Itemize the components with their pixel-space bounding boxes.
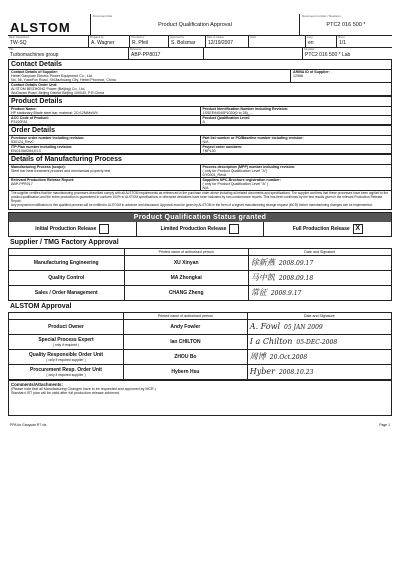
product-section: Product Details Product Name: HP stationary Blade steel bar, material: 2Cr12NiMoWV Product Identification Number including Revision: 1SSEE94040P1020(0 to 28)_... ACC Code of Product: P3100FA1 Product Qualification Level: A bbox=[8, 96, 392, 125]
supplier-line-1: Hebei Gaoyuan Electric Power Equipment Co., Ltd. bbox=[11, 74, 93, 78]
alstom-logo: ALSTOM bbox=[10, 20, 71, 35]
template-ref: PTC2 016 500 * Lab bbox=[305, 52, 351, 58]
supplier-approval-title: Supplier / TMG Factory Approval bbox=[10, 238, 119, 246]
document-page bbox=[8, 0, 392, 427]
document-header bbox=[8, 14, 392, 36]
reference: ABP-PP8017 bbox=[131, 52, 161, 58]
itp-number: ENG10A5284,EL3 bbox=[11, 149, 41, 153]
sheet: 1/1 bbox=[339, 40, 346, 46]
contact-title: Contact Details bbox=[9, 60, 391, 70]
table-row: Manufacturing Engineering XU Xinyan 徐新燕 2008.09.17 bbox=[9, 255, 392, 270]
ariba-value: 12986 bbox=[293, 74, 303, 78]
checked-by: R. Pfeil bbox=[132, 40, 149, 46]
po-number: 530124_RevC bbox=[11, 140, 34, 144]
product-title: Product Details bbox=[9, 96, 391, 107]
signature-field[interactable]: Hyber 2008.10.23 bbox=[247, 364, 391, 379]
part-list-number: N/A bbox=[202, 140, 209, 144]
manufacturing-section: Details of Manufacturing Process Manufacturing Process (scope): Steel bar heat treatment process and mechanical property test Process description (MPP) number including revision: ( only for Product Qualification Level "A") DY0001_RevA Relevant Production Release Report: ABP-PPR017 Suppliers NPC-Brochure registration number: ( only for Product Qualification Level "A" ) N/A The supplier certifies that the manufacturing processes described comply with all ALSTOM requirements as referenced in the purchase order above including all related documents and specifications. The supplier confirms that these processes have been applied to the product qualification and the entire production is guaranteed to conform 100% to ALSTOM specifications or otherwise deviations have been indicated by non-conformance reports. This has been confirmed by the test results given in the relevant Production Release Report. Any proposed modification to this qualified process will be notified to ALSTOM in advance and discussed. Approval must be given by ALSTOM in the form of a signed manufacturing change request (MCR) before manufacturing changes can be implemented. bbox=[8, 154, 392, 210]
project-number: TNPL30 bbox=[202, 149, 216, 153]
table-row: Procurement Resp. Order Unit ( only if required supplier ) Hybern Hsu Hyber 2008.10.23 bbox=[9, 364, 392, 379]
alstom-approval-table: Printed name of authorised person Date and Signature Product Owner Andy Fowler A. Fowl 05 JAN 2009 Special Process Expert ( only if required ) Ian CHILTON I a Chilton 05-DEC-2008 Quality Responsible Order Unit ( only if required supplier ) ZHOU Bo 周博 20.Oct.2008 Procurement Resp. Order Unit ( only if required supplier ) Hybern Hsu Hyber 2008.10.23 bbox=[8, 312, 392, 380]
status-full-checkbox[interactable]: X bbox=[353, 224, 363, 234]
signature-field[interactable]: I a Chilton 05-DEC-2008 bbox=[247, 334, 391, 349]
release-date: 12/19/2007 bbox=[208, 40, 234, 46]
prepared-by: A. Wagner bbox=[91, 40, 115, 46]
group-title: Turbomachines group bbox=[10, 52, 59, 58]
footer-page-number: Page 1 bbox=[379, 422, 390, 427]
table-row: Sales / Order Management CHANG Zheng 常征 2008.9.17 bbox=[9, 285, 392, 300]
table-row: Special Process Expert ( only if required ) Ian CHILTON I a Chilton 05-DEC-2008 bbox=[9, 334, 392, 349]
resp-dept: TW-SQ bbox=[10, 40, 27, 46]
table-row: Quality Responsible Order Unit ( only if required supplier ) ZHOU Bo 周博 20.Oct.2008 bbox=[9, 349, 392, 364]
status-initial-checkbox[interactable] bbox=[99, 224, 109, 234]
approved-by: S. Bolsmar bbox=[171, 40, 196, 46]
supplier-contact-label: Contact Details of Supplier: bbox=[11, 70, 59, 74]
doc-number: PTC2 016 500 * bbox=[326, 22, 366, 28]
comments-box[interactable] bbox=[8, 380, 392, 416]
order-unit-line-2: WuDaoan Road, Beijing District Beijing 100040, P.R.China bbox=[11, 91, 104, 95]
status-initial-release[interactable]: Initial Production Release bbox=[9, 222, 137, 236]
comments-line-2: Standard IST plan will be valid after full production release achieved. bbox=[11, 390, 121, 395]
meta-row-1: Resp. Department TW-SQ Prepared by A. Wagner Checked by R. Pfeil Approved by S. Bolsmar Date of release 12/19/2007 Class Lang. en Sheet 1/1 bbox=[8, 36, 392, 48]
comments-line-1: (Please note that all Manufacturing Changes have to be requested and approved by MCR.) bbox=[11, 386, 156, 391]
alstom-approval-section bbox=[8, 301, 392, 380]
mpp-number: DY0001_RevA bbox=[202, 173, 227, 177]
process-scope: Steel bar heat treatment process and mechanical property test bbox=[11, 169, 111, 173]
order-unit-line-1: ALSTOM BEIZHONG Power (Beijing) Co., Ltd. bbox=[11, 87, 86, 91]
signature-field[interactable]: 周博 20.Oct.2008 bbox=[247, 349, 391, 364]
signature-field[interactable]: 徐新燕 2008.09.17 bbox=[248, 255, 391, 270]
order-section: Order Details Purchase order number including revision: 530124_RevC Part list number or PO/Baseline number including revision: N/A ITP Plan number including revision: ENG10A5284,EL3 Project order numbers: TNPL30 bbox=[8, 125, 392, 154]
supplier-line-2: No. 56, YuanFun Road, ShiJiazhuang City, Hebei Province, China bbox=[11, 78, 116, 82]
qualification-status bbox=[8, 212, 392, 237]
status-limited-release[interactable]: Limited Production Release bbox=[137, 222, 265, 236]
supplier-approval-table: Printed name of authorised person Date and Signature Manufacturing Engineering XU Xinyan 徐新燕 2008.09.17 Quality Control MA Zhongkai 马中凯 2008.09.18 Sales / Order Management CHANG Zheng 常征 2008.9.17 bbox=[8, 248, 392, 301]
product-name: HP stationary Blade steel bar, material: 2Cr12NiMoWV bbox=[11, 111, 99, 115]
certification-text: The supplier certifies that the manufacturing processes described comply with all ALSTOM requirements as referenced in the purchase order above including all related documents and specifications. The supplier confirms that these processes have been applied to the product qualification and the entire production is guaranteed to conform 100% to ALSTOM specifications or otherwise deviations have been indicated by non-conformance reports. This has been confirmed by the test results given in the relevant Production Release Report. Any proposed modification to this qualified process will be notified to ALSTOM in advance and discussed. Approval must be given by ALSTOM in the form of a signed manufacturing change request (MCR) before manufacturing changes can be implemented. bbox=[9, 190, 391, 209]
signature-field[interactable]: A. Fowl 05 JAN 2009 bbox=[247, 319, 391, 334]
doc-number-label: Document number / Revision bbox=[302, 14, 341, 18]
order-unit-label: Contact Details Order Unit: bbox=[11, 83, 58, 87]
footer-filename: PPA for Gaoyuan R7.xls bbox=[10, 422, 47, 427]
order-title: Order Details bbox=[9, 125, 391, 136]
status-title: Product Qualification Status granted bbox=[9, 213, 391, 222]
supplier-approval-section bbox=[8, 237, 392, 301]
language: en bbox=[308, 40, 314, 46]
alstom-approval-title: ALSTOM Approval bbox=[10, 302, 72, 310]
table-row: Quality Control MA Zhongkai 马中凯 2008.09.18 bbox=[9, 270, 392, 285]
signature-field[interactable]: 马中凯 2008.09.18 bbox=[248, 270, 391, 285]
meta-row-2: Title Turbomachines group Reference ABP-PP8017 Template PTC2 016 500 * Lab bbox=[8, 48, 392, 60]
comments-label: Comments/Attachments: bbox=[11, 381, 63, 387]
npc-number: N/A bbox=[202, 186, 209, 190]
doc-title: Product Qualification Approval bbox=[158, 22, 232, 28]
page-footer bbox=[8, 420, 392, 427]
table-row: Product Owner Andy Fowler A. Fowl 05 JAN 2009 bbox=[9, 319, 392, 334]
doc-title-label: Document title bbox=[93, 14, 113, 18]
qualification-level: A bbox=[202, 120, 205, 124]
acc-code: P3100FA1 bbox=[11, 120, 28, 124]
product-ident: 1SSEE94040P1020(0 to 28)_... bbox=[202, 111, 253, 115]
status-limited-checkbox[interactable] bbox=[229, 224, 239, 234]
mfg-title: Details of Manufacturing Process bbox=[9, 154, 391, 165]
status-full-release[interactable]: Full Production Release X bbox=[264, 222, 391, 236]
ariba-label: ARIBA ID of Supplier: bbox=[293, 70, 330, 74]
contact-section bbox=[8, 60, 392, 96]
release-report: ABP-PPR017 bbox=[11, 182, 33, 186]
signature-field[interactable]: 常征 2008.9.17 bbox=[248, 285, 391, 300]
